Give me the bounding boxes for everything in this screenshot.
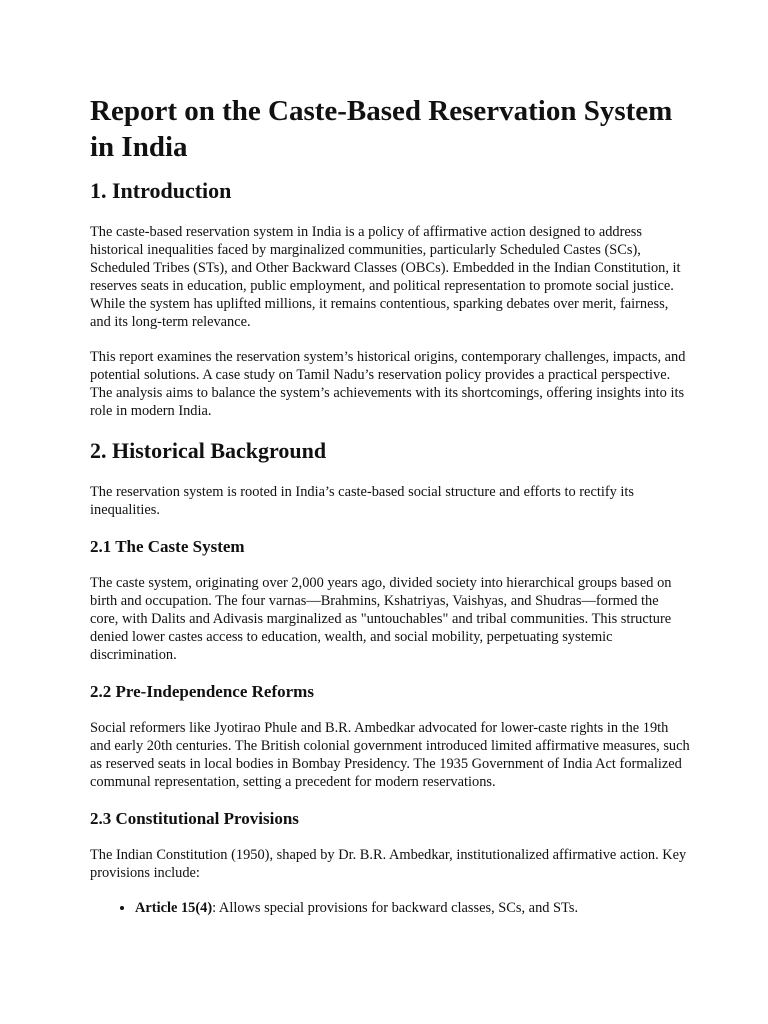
list-item	[135, 899, 690, 917]
bullet-term: Article 15(4)	[135, 900, 213, 916]
section-heading-historical-background: 2. Historical Background	[90, 438, 327, 463]
document-title: Report on the Caste-Based Reservation System in India	[90, 95, 673, 163]
pre-independence-reforms-paragraph: Social reformers like Jyotirao Phule and B.R. Ambedkar advocated for lower-caste rights in the 19th and early 20th centuries. The British colonial government introduced limited affirmative measures, such as reserved seats in local bodies in Bombay Presidency. The 1935 Government of India Act formalized communal representation, setting a precedent for modern reservations.	[90, 720, 690, 790]
constitutional-provisions-list	[90, 899, 690, 917]
constitutional-provisions-paragraph: The Indian Constitution (1950), shaped by Dr. B.R. Ambedkar, institutionalized affirmative action. Key provisions include:	[90, 847, 687, 881]
introduction-paragraph-1: The caste-based reservation system in India is a policy of affirmative action designed to address historical inequalities faced by marginalized communities, particularly Scheduled Castes (SCs), Scheduled Tribes (STs), and Other Backward Classes (OBCs). Embedded in the Indian Constitution, it reserves seats in education, public employment, and political representation to promote social justice. While the system has uplifted millions, it remains contentious, sparking debates over merit, fairness, and its long-term relevance.	[90, 224, 681, 330]
historical-background-intro: The reservation system is rooted in India’s caste-based social structure and efforts to rectify its inequalities.	[90, 484, 635, 518]
section-heading-introduction: 1. Introduction	[90, 178, 232, 203]
document-page	[90, 93, 690, 917]
subsection-heading-caste-system: 2.1 The Caste System	[90, 537, 245, 556]
subsection-heading-constitutional-provisions: 2.3 Constitutional Provisions	[90, 809, 299, 828]
bullet-description: : Allows special provisions for backward classes, SCs, and STs.	[212, 900, 579, 916]
introduction-paragraph-2: This report examines the reservation system’s historical origins, contemporary challenges, impacts, and potential solutions. A case study on Tamil Nadu’s reservation policy provides a practical perspective. The analysis aims to balance the system’s achievements with its shortcomings, offering insights into its role in modern India.	[90, 349, 686, 419]
subsection-heading-pre-independence-reforms: 2.2 Pre-Independence Reforms	[90, 682, 314, 701]
caste-system-paragraph: The caste system, originating over 2,000 years ago, divided society into hierarchical groups based on birth and occupation. The four varnas—Brahmins, Kshatriyas, Vaishyas, and Shudras—formed the core, with Dalits and Adivasis marginalized as "untouchables" and tribal communities. This structure denied lower castes access to education, wealth, and social mobility, perpetuating systemic discrimination.	[90, 575, 672, 663]
